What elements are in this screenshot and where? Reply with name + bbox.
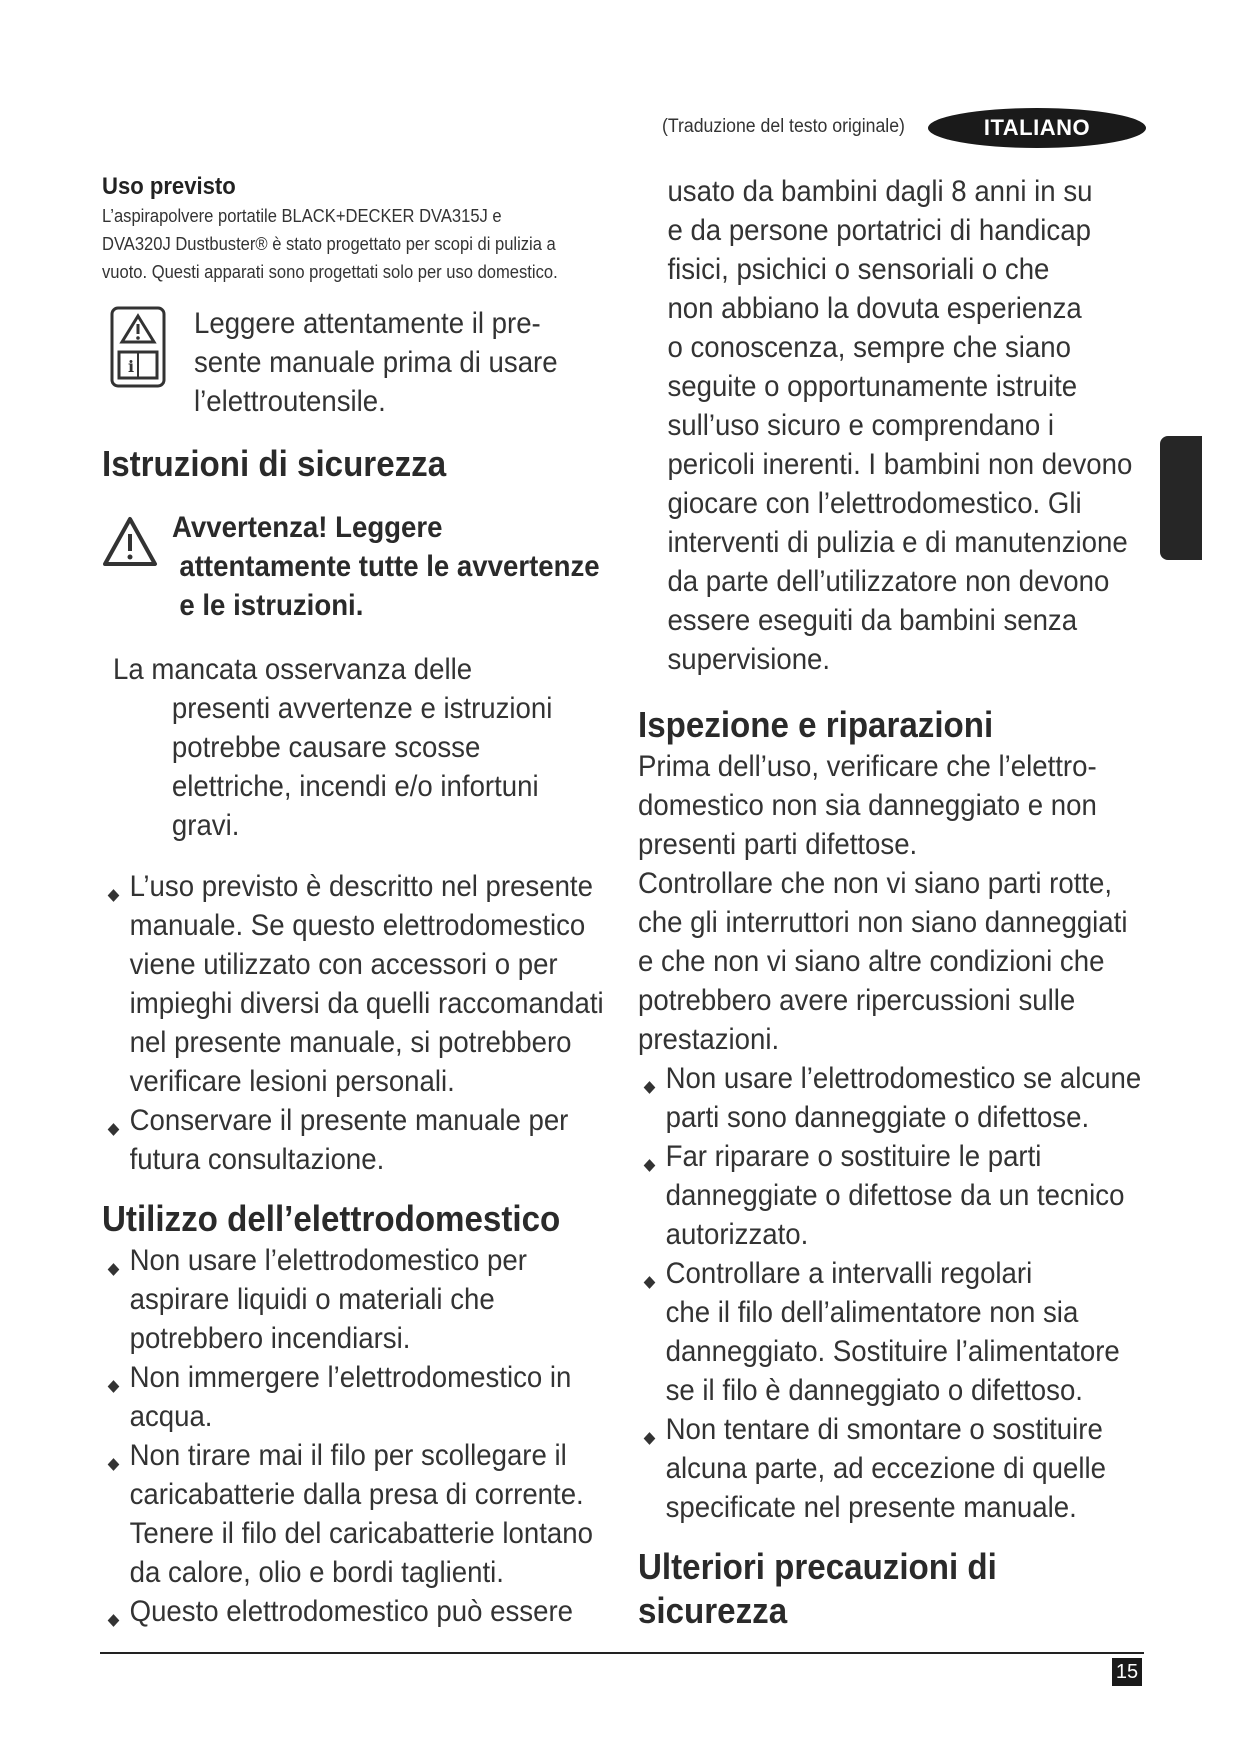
right-column bbox=[638, 172, 1148, 1633]
bullet-diamond-icon bbox=[108, 1380, 120, 1393]
list-item bbox=[102, 1358, 636, 1436]
list-item-line: Tenere il filo del caricabatterie lontano bbox=[129, 1517, 593, 1550]
list-item bbox=[102, 1592, 636, 1631]
list-item-line: impieghi diversi da quelli raccomandati bbox=[129, 987, 604, 1020]
list-item-line: Questo elettrodomestico può essere bbox=[129, 1595, 573, 1628]
list-item-line: caricabatterie dalla presa di corrente. bbox=[129, 1478, 584, 1511]
list-item-line: danneggiato. Sostituire l’alimentatore bbox=[665, 1335, 1120, 1368]
continuation-line: fisici, psichici o sensoriali o che bbox=[667, 253, 1050, 286]
bullet-diamond-icon bbox=[108, 1614, 120, 1627]
continuation-line: seguite o opportunamente istruite bbox=[667, 370, 1078, 403]
list-item bbox=[102, 1436, 636, 1592]
list-item-line: se il filo è danneggiato o difettoso. bbox=[665, 1374, 1083, 1407]
inspection-heading: Ispezione e riparazioni bbox=[638, 704, 994, 745]
bullet-diamond-icon bbox=[644, 1159, 656, 1172]
list-item-line: Non usare l’elettrodomestico se alcune bbox=[665, 1062, 1142, 1095]
svg-text:i: i bbox=[128, 357, 135, 376]
warning-triangle-icon bbox=[102, 516, 158, 573]
intended-use-line: vuoto. Questi apparati sono progettati solo per uso domestico. bbox=[102, 262, 558, 282]
list-item-line: autorizzato. bbox=[665, 1218, 809, 1251]
list-item bbox=[638, 1254, 1153, 1410]
continuation-line: non abbiano la dovuta esperienza bbox=[667, 292, 1082, 325]
inspection-line: domestico non sia danneggiato e non bbox=[638, 789, 1097, 822]
continuation-line: pericoli inerenti. I bambini non devono bbox=[667, 448, 1133, 481]
warning-line: e le istruzioni. bbox=[179, 589, 364, 622]
list-item bbox=[102, 867, 636, 1101]
continuation-line: da parte dell’utilizzatore non devono bbox=[667, 565, 1110, 598]
continuation-line: giocare con l’elettrodomestico. Gli bbox=[667, 487, 1082, 520]
list-item bbox=[638, 1137, 1153, 1254]
list-item-line: Non tirare mai il filo per scollegare il bbox=[129, 1439, 567, 1472]
page-number: 15 bbox=[1112, 1658, 1142, 1686]
list-item-line: da calore, olio e bordi taglienti. bbox=[129, 1556, 504, 1589]
list-item-line: alcuna parte, ad eccezione di quelle bbox=[665, 1452, 1106, 1485]
inspection-line: Prima dell’uso, verificare che l’elettro- bbox=[638, 750, 1097, 783]
read-manual-icon bbox=[110, 306, 166, 390]
list-item-line: parti sono danneggiate o difettose. bbox=[665, 1101, 1090, 1134]
list-item-line: potrebbero incendiarsi. bbox=[129, 1322, 411, 1355]
inspection-line: presenti parti difettose. bbox=[638, 828, 918, 861]
bullet-diamond-icon bbox=[644, 1276, 656, 1289]
continuation-line: sull’uso sicuro e comprendano i bbox=[667, 409, 1055, 442]
further-precautions-heading: Ulteriori precauzioni di sicurezza bbox=[638, 1546, 997, 1631]
consequence-line: gravi. bbox=[171, 809, 240, 842]
safety-heading: Istruzioni di sicurezza bbox=[102, 443, 447, 484]
bullet-diamond-icon bbox=[644, 1081, 656, 1094]
list-item-line: Far riparare o sostituire le parti bbox=[665, 1140, 1042, 1173]
intended-use-line: DVA320J Dustbuster® è stato progettato per scopi di pulizia a bbox=[102, 234, 556, 254]
list-item bbox=[102, 1241, 636, 1358]
bullet-diamond-icon bbox=[644, 1432, 656, 1445]
manual-notice bbox=[102, 304, 622, 424]
list-item bbox=[102, 1101, 636, 1179]
list-item-line: viene utilizzato con accessori o per bbox=[129, 948, 558, 981]
list-item-line: acqua. bbox=[129, 1400, 213, 1433]
inspection-line: potrebbero avere ripercussioni sulle bbox=[638, 984, 1076, 1017]
bullet-diamond-icon bbox=[108, 1263, 120, 1276]
list-item-line: che il filo dell’alimentatore non sia bbox=[665, 1296, 1079, 1329]
list-item-line: nel presente manuale, si potrebbero bbox=[129, 1026, 572, 1059]
list-item-line: danneggiate o difettose da un tecnico bbox=[665, 1179, 1125, 1212]
bullet-diamond-icon bbox=[108, 1458, 120, 1471]
intended-use-line: L’aspirapolvere portatile BLACK+DECKER DVA315J e bbox=[102, 206, 502, 226]
list-item-line: Non usare l’elettrodomestico per bbox=[129, 1244, 527, 1277]
list-item bbox=[638, 1410, 1153, 1527]
consequence-first-line: La mancata osservanza delle bbox=[113, 653, 473, 686]
warning-line: attentamente tutte le avvertenze bbox=[179, 550, 600, 583]
list-item-line: L’uso previsto è descritto nel presente bbox=[129, 870, 593, 903]
list-item-line: verificare lesioni personali. bbox=[129, 1065, 455, 1098]
inspection-line: che gli interruttori non siano danneggiati bbox=[638, 906, 1128, 939]
list-item-line: Conservare il presente manuale per bbox=[129, 1104, 569, 1137]
list-item-line: aspirare liquidi o materiali che bbox=[129, 1283, 495, 1316]
inspection-line: prestazioni. bbox=[638, 1023, 780, 1056]
consequence-line: elettriche, incendi e/o infortuni bbox=[171, 770, 539, 803]
list-item-line: Controllare a intervalli regolari bbox=[665, 1257, 1033, 1290]
list-item-line: specificate nel presente manuale. bbox=[665, 1491, 1077, 1524]
language-badge: ITALIANO bbox=[928, 108, 1146, 148]
left-column bbox=[102, 172, 622, 1631]
inspection-line: e che non vi siano altre condizioni che bbox=[638, 945, 1105, 978]
list-item bbox=[638, 1059, 1153, 1137]
bullet-diamond-icon bbox=[108, 889, 120, 902]
usage-heading: Utilizzo dell’elettrodomestico bbox=[102, 1198, 561, 1239]
manual-notice-line: sente manuale prima di usare bbox=[194, 346, 558, 379]
continuation-line: e da persone portatrici di handicap bbox=[667, 214, 1091, 247]
continuation-line: o conoscenza, sempre che siano bbox=[667, 331, 1071, 364]
footer-rule bbox=[100, 1652, 1144, 1654]
continuation-line: usato da bambini dagli 8 anni in su bbox=[667, 175, 1093, 208]
list-item-line: manuale. Se questo elettrodomestico bbox=[129, 909, 586, 942]
manual-notice-line: l’elettroutensile. bbox=[194, 385, 386, 418]
consequence-line: potrebbe causare scosse bbox=[171, 731, 481, 764]
continuation-line: supervisione. bbox=[667, 643, 831, 676]
translation-note: (Traduzione del testo originale) bbox=[662, 116, 905, 137]
inspection-line: Controllare che non vi siano parti rotte, bbox=[638, 867, 1113, 900]
continuation-line: essere eseguiti da bambini senza bbox=[667, 604, 1078, 637]
continuation-line: interventi di pulizia e di manutenzione bbox=[667, 526, 1128, 559]
list-item-line: Non tentare di smontare o sostituire bbox=[665, 1413, 1103, 1446]
consequence-line: presenti avvertenze e istruzioni bbox=[171, 692, 553, 725]
safety-warning bbox=[102, 508, 622, 632]
manual-notice-line: Leggere attentamente il pre- bbox=[194, 307, 541, 340]
list-item-line: Non immergere l’elettrodomestico in bbox=[129, 1361, 572, 1394]
warning-line: Avvertenza! Leggere bbox=[172, 511, 443, 544]
intended-use-heading: Uso previsto bbox=[102, 173, 236, 200]
bullet-diamond-icon bbox=[108, 1123, 120, 1136]
list-item-line: futura consultazione. bbox=[129, 1143, 385, 1176]
